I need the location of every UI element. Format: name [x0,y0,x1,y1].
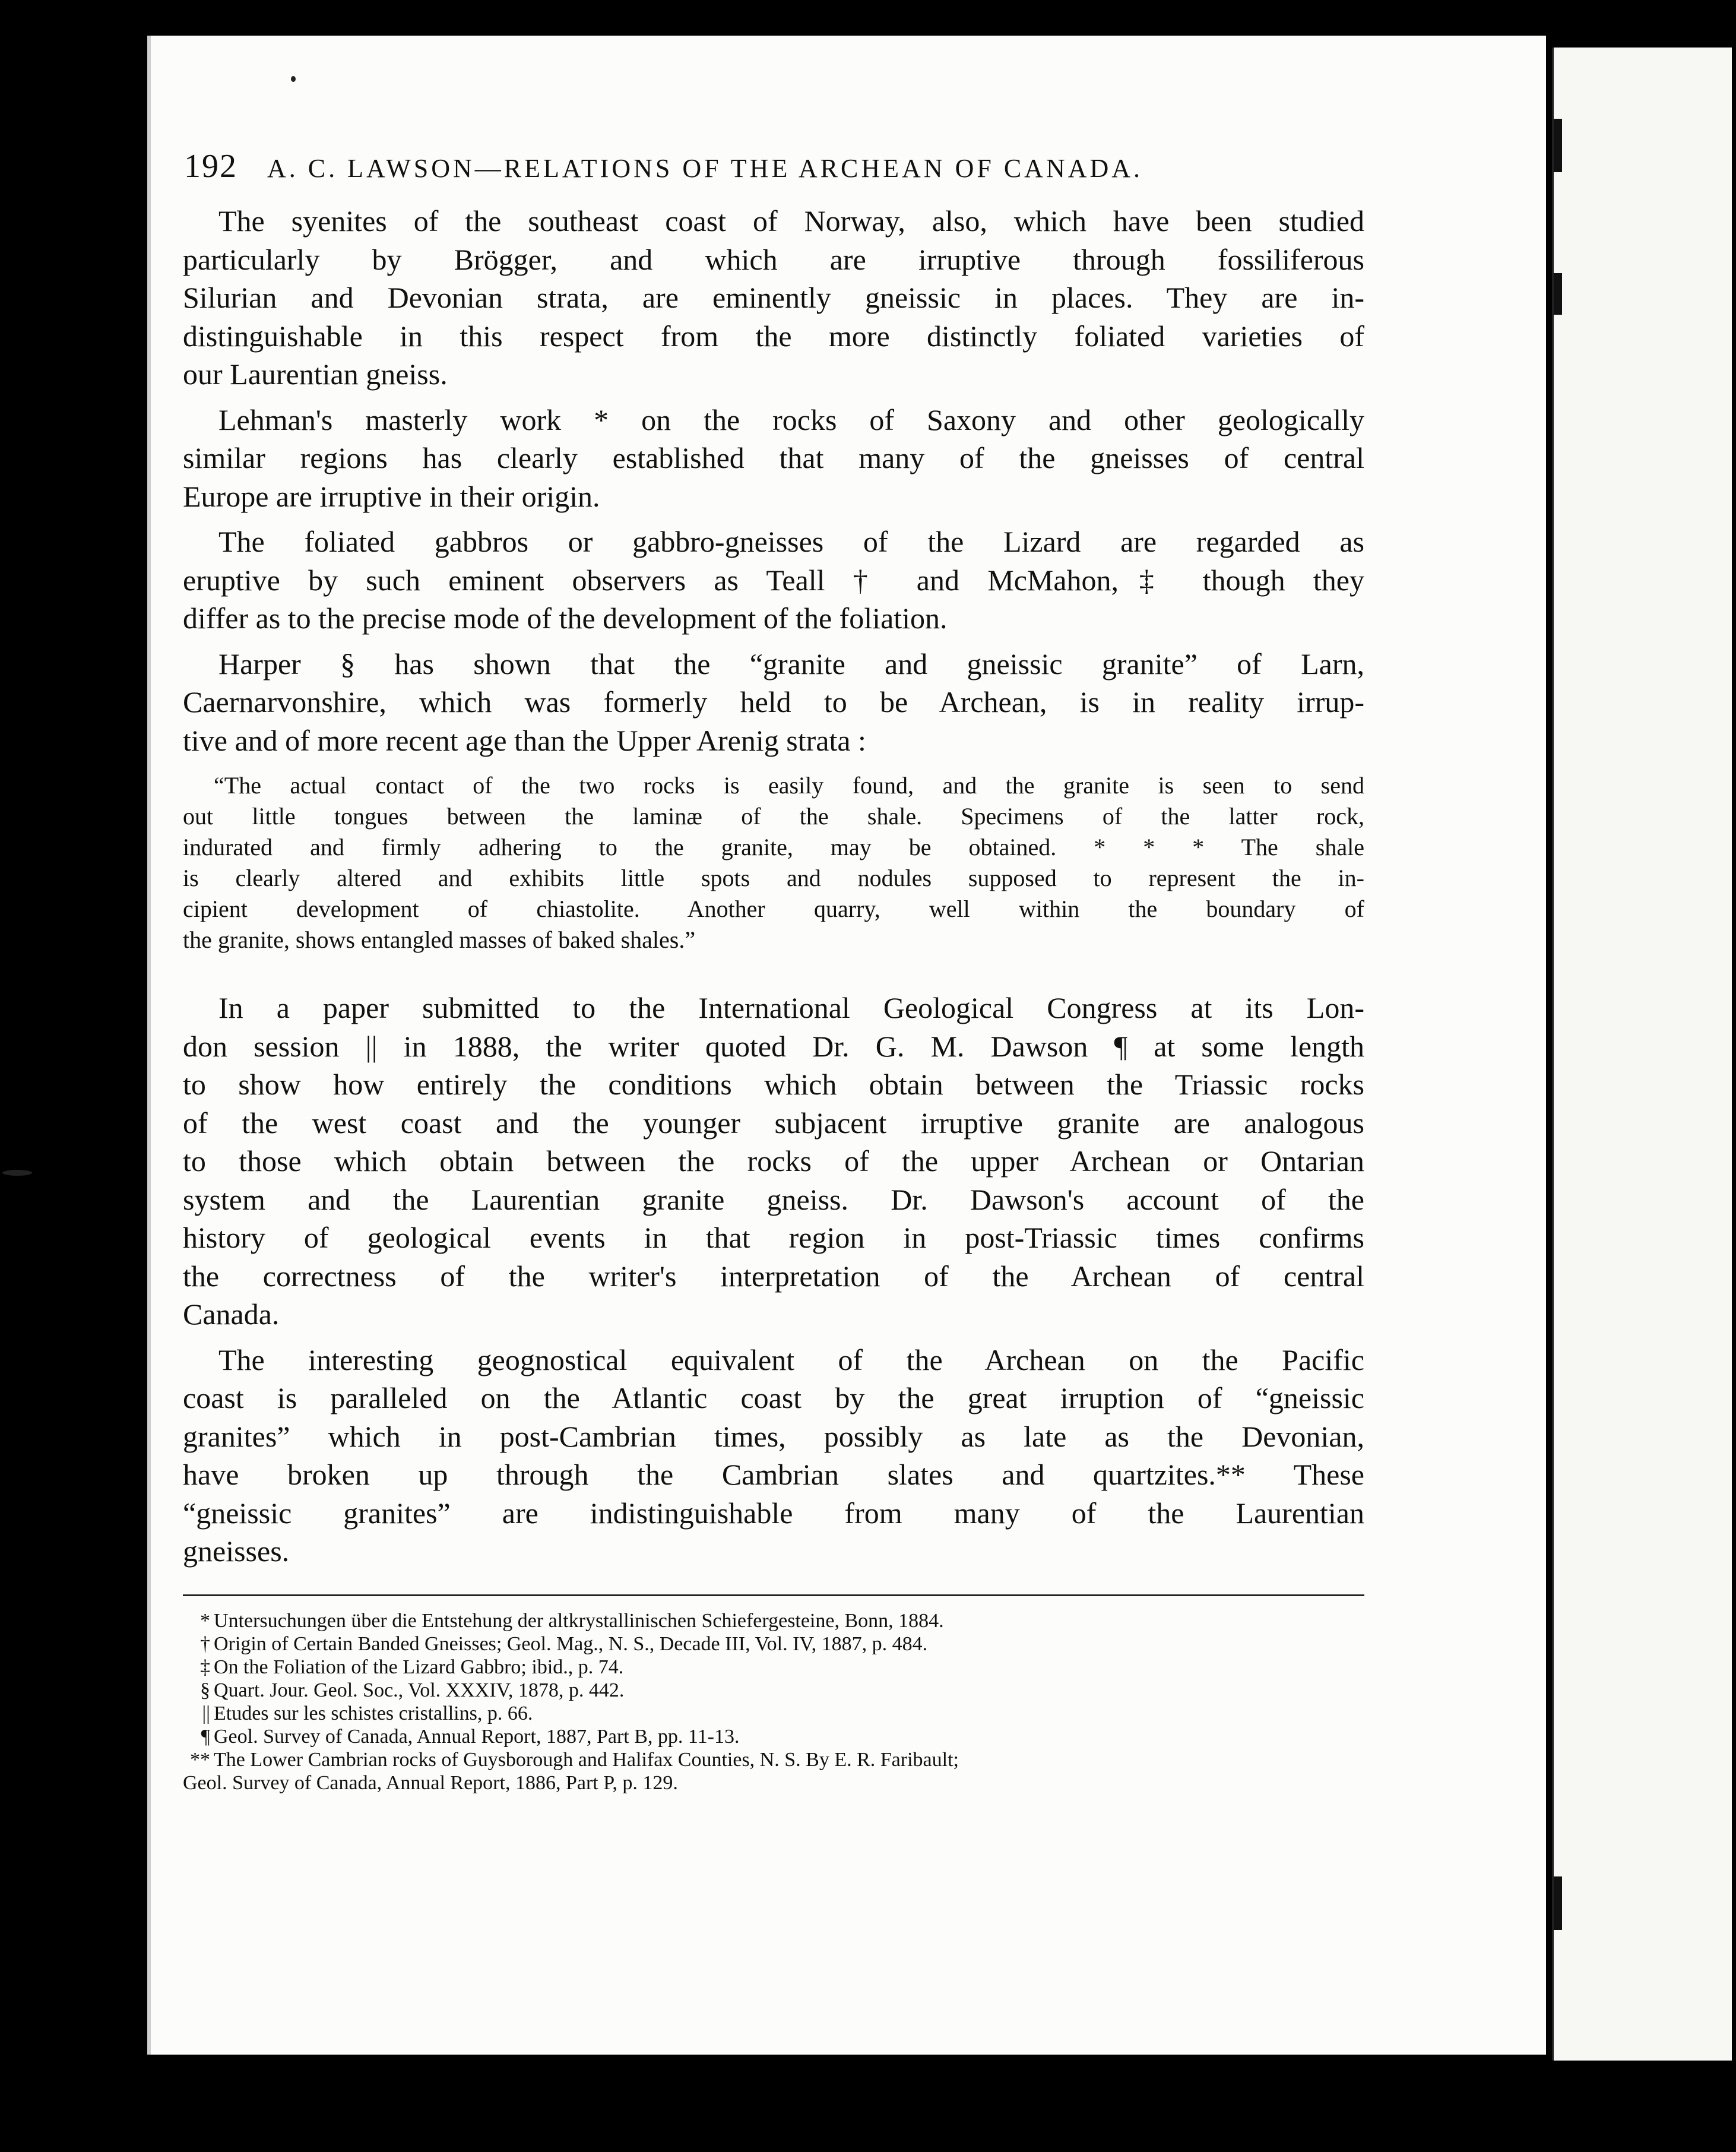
footnote-text: On the Foliation of the Lizard Gabbro; ibid., p. 74. [214,1656,624,1678]
page-body [183,202,1364,1795]
paragraph [183,645,1364,760]
text-line: The foliated gabbros or gabbro-gneisses of the Lizard are regarded as [218,525,1364,558]
footnote-marker: § [200,1679,210,1701]
footnote [183,1632,1364,1656]
footnotes [183,1609,1364,1795]
footnote-text: Geol. Survey of Canada, Annual Report, 1887, Part B, pp. 11-13. [214,1725,740,1748]
text-line: to show how entirely the conditions which obtain between the Triassic rocks [183,1068,1364,1101]
text-line: the correctness of the writer's interpretation of the Archean of central [183,1259,1364,1293]
footnote-text: Origin of Certain Banded Gneisses; Geol. Mag., N. S., Decade III, Vol. IV, 1887, p. 484. [214,1632,928,1655]
footnote-text: Etudes sur les schistes cristallins, p. 66. [214,1702,533,1724]
text-line: The interesting geognostical equivalent of the Archean on the Pacific [218,1343,1364,1376]
edge-shadow [1554,119,1562,172]
edge-shadow [1554,273,1562,315]
text-line: particularly by Brögger, and which are irruptive through fossiliferous [183,242,1364,276]
quote-line: “The actual contact of the two rocks is easily found, and the granite is seen to send [214,772,1364,799]
text-line: to those which obtain between the rocks of the upper Archean or Ontarian [183,1144,1364,1178]
text-line: of the west coast and the younger subjacent irruptive granite are analogous [183,1106,1364,1140]
text-line: Lehman's masterly work * on the rocks of Saxony and other geologically [218,403,1364,436]
footnote-marker: ¶ [201,1725,210,1748]
footnote [183,1702,1364,1725]
text-line: Harper § has shown that the “granite and gneissic granite” of Larn, [218,647,1364,681]
page-number: 192 [184,148,237,185]
text-line: Caernarvonshire, which was formerly held to be Archean, is in reality irrup- [183,685,1364,719]
text-line: “gneissic granites” are indistinguishable from many of the Laurentian [183,1496,1364,1530]
quote-line: out little tongues between the laminæ of the shale. Specimens of the latter rock, [183,803,1364,830]
footnote [183,1725,1364,1748]
text-line: similar regions has clearly established that many of the gneisses of central [183,441,1364,474]
footnote-marker: ** [190,1748,210,1771]
paragraph [183,401,1364,516]
footnote-marker: * [200,1609,210,1632]
footnote-continuation [183,1771,1364,1795]
text-line: our Laurentian gneiss. [183,357,448,391]
quote-line: is clearly altered and exhibits little spots and nodules supposed to represent the in- [183,865,1364,891]
footnote-text: Quart. Jour. Geol. Soc., Vol. XXXIV, 1878, p. 442. [214,1679,625,1701]
footnote [183,1748,1364,1771]
footnote-text: Geol. Survey of Canada, Annual Report, 1886, Part P, p. 129. [183,1771,678,1794]
quote-line: indurated and firmly adhering to the granite, may be obtained. * * * The shale [183,834,1364,860]
text-line: distinguishable in this respect from the more distinctly foliated varieties of [183,319,1364,353]
page-header [184,147,1312,195]
facing-page-edge [1552,48,1732,2061]
text-line: system and the Laurentian granite gneiss. Dr. Dawson's account of the [183,1182,1364,1216]
text-line: history of geological events in that region in post-Triassic times confirms [183,1221,1364,1254]
text-line: granites” which in post-Cambrian times, possibly as late as the Devonian, [183,1419,1364,1453]
footnote [183,1656,1364,1679]
paragraph [183,523,1364,638]
text-line: In a paper submitted to the International Geological Congress at its Lon- [218,991,1364,1024]
text-line: coast is paralleled on the Atlantic coast by the great irruption of “gneissic [183,1381,1364,1414]
paragraph [183,1341,1364,1571]
footnote-text: Untersuchungen über die Entstehung der altkrystallinischen Schiefergesteine, Bonn, 1884. [214,1609,944,1632]
text-line: tive and of more recent age than the Upper Arenig strata : [183,723,866,757]
footnote [183,1679,1364,1702]
footnote [183,1609,1364,1632]
text-line: Europe are irruptive in their origin. [183,479,600,513]
running-head: A. C. LAWSON—RELATIONS OF THE ARCHEAN OF CANADA. [267,154,1143,183]
text-line: eruptive by such eminent observers as Teall † and McMahon,‡ though they [183,563,1364,597]
text-line: The syenites of the southeast coast of Norway, also, which have been studied [218,204,1364,238]
text-line: Canada. [183,1297,280,1331]
quote-line: the granite, shows entangled masses of baked shales.” [183,926,696,953]
text-line: gneisses. [183,1534,290,1568]
text-line: Silurian and Devonian strata, are eminently gneissic in places. They are in- [183,281,1364,314]
text-line: don session || in 1888, the writer quoted Dr. G. M. Dawson ¶ at some length [183,1029,1364,1063]
quote-line: cipient development of chiastolite. Another quarry, well within the boundary of [183,895,1364,922]
print-speck [291,76,296,82]
text-line: have broken up through the Cambrian slates and quartzites.** These [183,1458,1364,1491]
text-line: differ as to the precise mode of the development of the foliation. [183,602,948,635]
block-quote [183,770,1364,955]
footnote-rule [183,1594,1364,1596]
footnote-marker: ‡ [200,1656,210,1678]
paragraph [183,989,1364,1334]
footnote-text: The Lower Cambrian rocks of Guysborough and Halifax Counties, N. S. By E. R. Faribault; [214,1748,959,1771]
print-speck [2,1170,32,1176]
footnote-marker: || [202,1702,210,1724]
footnote-marker: † [200,1632,210,1655]
paragraph [183,202,1364,394]
edge-shadow [1554,1876,1562,1930]
